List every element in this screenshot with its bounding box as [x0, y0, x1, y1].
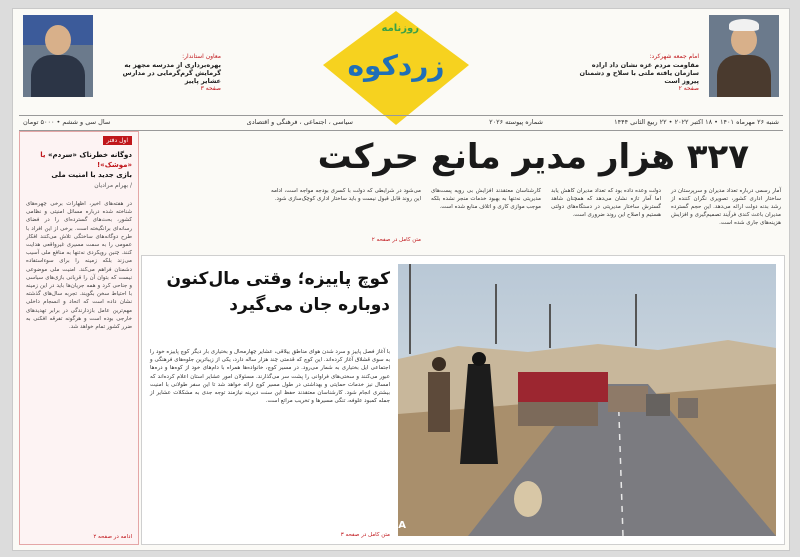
sidebar-more-link[interactable]: ادامه در صفحه ۲ [93, 534, 132, 540]
issue-number: شماره پیوسته ۲۰۲۶ [489, 118, 543, 126]
header-left-headline: بهره‌برداری از مدرسه مجهز به گرمایش گرم‌گرمایی در مدارس عشایر پاییز [122, 61, 221, 85]
dateline [19, 115, 783, 131]
feature-story [141, 255, 785, 545]
sidebar-author: / بهرام مرادیان [94, 182, 132, 189]
header-right-headline: مقاومت مردم غزه نشان داد اراده سازمان یافته ملتی با سلاح و دشمنان پیروز است [579, 61, 699, 85]
masthead-logo [321, 9, 471, 127]
lead-column-4: می‌شود در شرایطی که دولت با کسری بودجه مواجه است، ادامه این روند قابل قبول نیست و باید ساختار اداری کوچک‌سازی شود. [271, 188, 421, 202]
header-left-page-ref: صفحه ۳ [200, 85, 221, 92]
header-right-page-ref: صفحه ۲ [678, 85, 699, 92]
header-left-teaser[interactable] [101, 53, 221, 93]
cleric-photo [709, 15, 779, 97]
sidebar-body: در هفته‌های اخیر، اظهارات برخی چهره‌های شناخته شده درباره مسائل امنیتی و نظامی کشور، بحث‌های گسترده‌ای را در فضای رسانه‌ای برانگیخته است. برخی از این افراد با طرح دوگانه‌های ساختگی تلاش می‌کنند افکار عمومی را به سمت مسیری غیرواقعی هدایت کنند. چنین رویکردی نه‌تنها به منافع ملی آسیب می‌زند بلکه زمینه را برای سوءاستفاده دشمنان فراهم می‌کند. امنیت ملی موضوعی نیست که بتوان آن را قربانی بازی‌های سیاسی و جناحی کرد و همه جریان‌ها باید در این زمینه با احتیاط سخن بگویند. تجربه سال‌های گذشته نشان داده است که اتحاد و انسجام داخلی مهم‌ترین عامل بازدارندگی در برابر تهدیدهای خارجی بوده است و هرگونه تفرقه افکنی به ضرر کشور تمام خواهد شد. [26, 201, 132, 331]
feature-body: با آغاز فصل پاییز و سرد شدن هوای مناطق ییلاقی، عشایر چهارمحال و بختیاری بار دیگر کوچ پاییزه خود را به سوی قشلاق آغاز کرده‌اند. این کوچ که قدمتی چند هزار ساله دارد، یکی از زیباترین جلوه‌های فرهنگی و اجتماعی ایل بختیاری به شمار می‌رود. در مسیر کوچ، خانواده‌ها همراه با دام‌های خود از کوه‌ها و دره‌ها عبور می‌کنند و سختی‌های فراوانی را پشت سر می‌گذارند. مسئولان امور عشایر استان اعلام کرده‌اند که امسال نیز خدمات حمایتی و بهداشتی در طول مسیر کوچ ارائه خواهد شد تا این سفر طولانی با امنیت بیشتری انجام شود. کارشناسان معتقدند حفظ این سنت دیرینه نیازمند توجه جدی به مشکلات عشایر از جمله کمبود علوفه، تنگی مسیرها و تخریب مراتع است. [150, 349, 390, 405]
header-left-kicker: معاون استاندار: [182, 53, 221, 60]
lead-column-1: آمار رسمی درباره تعداد مدیران و سرپرستان در ساختار اداری کشور، تصویری نگران کننده از رشد بدنه دولت ارائه می‌دهد. این حجم گسترده مدیران باعث کندی فرآیند تصمیم‌گیری و افزایش هزینه‌های جاری شده است. [671, 188, 781, 226]
feature-title[interactable] [150, 266, 390, 318]
sidebar-title-red: یا «موشک»! [40, 151, 132, 169]
sidebar-tag: اول دفتر [103, 136, 133, 145]
header-right-teaser[interactable] [579, 53, 699, 93]
sidebar-title-part2: بازی جدید با امنیت ملی [51, 171, 132, 179]
year-price: سال سی و ششم • ۵۰۰۰ تومان [23, 118, 111, 126]
migration-photo [378, 264, 776, 536]
feature-title-line2: دوباره جان می‌گیرد [229, 295, 390, 315]
main-headline[interactable]: ۳۲۷ هزار مدیر مانع حرکت [317, 137, 749, 177]
editorial-sidebar [19, 131, 139, 545]
lead-column-3: کارشناسان معتقدند افزایش بی رویه پست‌های مدیریتی نه‌تنها به بهبود خدمات منجر نشده بلکه موجب موازی کاری و اتلاف منابع شده است. [431, 188, 541, 210]
newspaper-front-page [12, 8, 790, 551]
sidebar-title-part1: دوگانه خطرناک «سردم» [47, 151, 132, 159]
logo-small-text: روزنامه [381, 23, 419, 34]
logo-main-text: زردکوه [347, 49, 445, 82]
feature-more-link[interactable]: متن کامل در صفحه ۳ [340, 532, 390, 538]
header-right-kicker: امام جمعه شهرکرد: [649, 53, 699, 60]
official-photo [23, 15, 93, 97]
date-text: شنبه ۲۶ مهرماه ۱۴۰۱ • ۱۸ اکتبر ۲۰۲۲ • ۲۲ ربیع الثانی ۱۴۴۴ [614, 118, 779, 126]
feature-title-line1: کوچ پاییزه؛ وقتی مال‌کنون [166, 269, 390, 289]
lead-more-link[interactable]: متن کامل در صفحه ۲ [371, 237, 421, 243]
photo-credit: IRNA [378, 520, 406, 531]
sidebar-title[interactable] [26, 150, 132, 191]
lead-column-2: دولت وعده داده بود که تعداد مدیران کاهش یابد اما آمار تازه نشان می‌دهد که همچنان شاهد گسترش ساختار مدیریتی در دستگاه‌های دولتی هستیم و اصلاح این روند ضروری است. [551, 188, 661, 218]
sections-text: سیاسی ، اجتماعی ، فرهنگی و اقتصادی [246, 118, 353, 126]
